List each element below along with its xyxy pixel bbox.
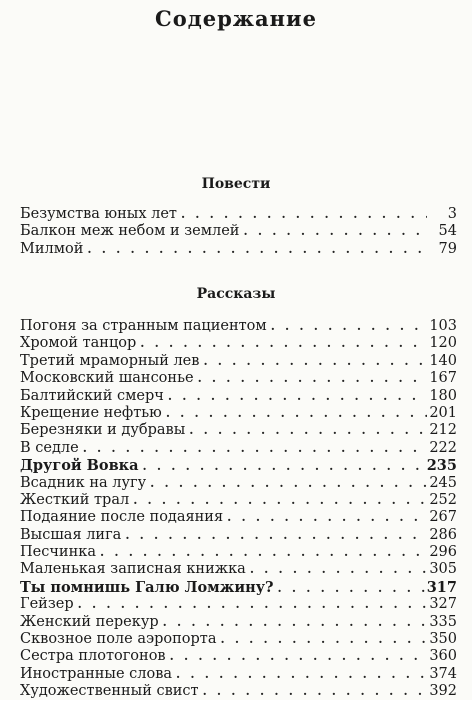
toc-entry xyxy=(20,492,457,509)
toc-entry-page: 296 xyxy=(429,544,457,561)
toc-entry-title: Безумства юных лет xyxy=(20,206,177,222)
toc-entry-title: Другой Вовка xyxy=(20,457,139,475)
toc-entry-page: 374 xyxy=(429,665,457,682)
toc-entry-title: Московский шансонье xyxy=(20,370,194,387)
toc-entry xyxy=(20,579,457,596)
dot-leader xyxy=(271,318,427,335)
toc-entry-page: 167 xyxy=(429,370,457,387)
toc-entry-page: 79 xyxy=(438,240,457,257)
dot-leader xyxy=(243,223,427,240)
toc-entry-page: 392 xyxy=(429,683,457,700)
dot-leader xyxy=(220,631,427,648)
toc-entry-page: 245 xyxy=(429,474,457,491)
toc-entry-page: 54 xyxy=(438,223,457,240)
toc-entry-title: Милмой xyxy=(20,240,84,257)
toc-entry-page: 180 xyxy=(429,387,457,404)
toc-entry xyxy=(20,614,457,631)
dot-leader xyxy=(198,370,427,387)
toc-entry-title: Ты помнишь Галю Ломжину? xyxy=(20,578,274,596)
toc-entry-title: Погоня за странным пациентом xyxy=(20,318,267,334)
dot-leader xyxy=(189,422,427,439)
page-title: Содержание xyxy=(155,6,317,31)
toc-entry-page: 120 xyxy=(429,335,457,352)
toc-entry xyxy=(20,631,457,648)
dot-leader xyxy=(163,614,427,631)
section-heading-povesti: Повести xyxy=(201,176,271,192)
toc-entry-page: 350 xyxy=(429,631,457,648)
dot-leader xyxy=(100,544,427,561)
dot-leader xyxy=(227,509,427,526)
dot-leader xyxy=(168,388,427,405)
toc-entry-page: 317 xyxy=(426,578,457,596)
toc-entry xyxy=(20,561,457,578)
toc-entry-title: Женский перекур xyxy=(20,613,159,630)
dot-leader xyxy=(250,561,427,578)
toc-entry-title: Высшая лига xyxy=(20,526,122,543)
toc-entry xyxy=(20,241,457,258)
toc-entry xyxy=(20,527,457,544)
toc-entry xyxy=(20,596,457,613)
toc-list-povesti xyxy=(20,206,457,258)
toc-entry xyxy=(20,666,457,683)
toc-entry-page: 140 xyxy=(429,352,457,369)
toc-entry-title: Маленькая записная книжка xyxy=(20,561,246,578)
toc-entry-page: 286 xyxy=(429,526,457,543)
toc-entry-title: Крещение нефтью xyxy=(20,404,162,421)
dot-leader xyxy=(125,527,427,544)
toc-entry xyxy=(20,440,457,457)
dot-leader xyxy=(143,458,425,475)
toc-entry xyxy=(20,353,457,370)
dot-leader xyxy=(150,475,427,492)
toc-entry xyxy=(20,370,457,387)
toc-entry-page: 267 xyxy=(429,509,457,526)
dot-leader xyxy=(166,405,427,422)
toc-entry xyxy=(20,422,457,439)
dot-leader xyxy=(170,648,427,665)
toc-entry-page: 335 xyxy=(429,613,457,630)
toc-entry-page: 201 xyxy=(429,404,457,421)
dot-leader xyxy=(83,440,427,457)
toc-entry xyxy=(20,509,457,526)
toc-entry-title: Хромой танцор xyxy=(20,335,137,352)
dot-leader xyxy=(87,241,427,258)
toc-entry xyxy=(20,223,457,240)
toc-entry xyxy=(20,683,457,700)
toc-entry xyxy=(20,405,457,422)
toc-entry xyxy=(20,475,457,492)
toc-entry-title: Иностранные слова xyxy=(20,665,173,682)
toc-entry xyxy=(20,457,457,474)
dot-leader xyxy=(203,683,427,700)
toc-entry-title: Жесткий трал xyxy=(20,491,130,508)
toc-entry-page: 103 xyxy=(429,318,457,334)
toc-entry-title: Художественный свист xyxy=(20,683,199,700)
toc-entry-title: Сквозное поле аэропорта xyxy=(20,631,217,648)
toc-entry-page: 360 xyxy=(429,648,457,665)
toc-entry-page: 235 xyxy=(426,457,457,475)
toc-entry-title: Подаяние после подаяния xyxy=(20,509,224,526)
toc-entry-page: 327 xyxy=(429,596,457,613)
toc-entry-title: Гейзер xyxy=(20,596,74,613)
toc-entry-page: 212 xyxy=(429,422,457,439)
toc-entry-page: 252 xyxy=(429,491,457,508)
dot-leader xyxy=(278,580,425,597)
toc-entry xyxy=(20,544,457,561)
toc-entry xyxy=(20,388,457,405)
toc-entry-page: 222 xyxy=(429,439,457,456)
toc-entry xyxy=(20,206,457,223)
toc-entry-page: 305 xyxy=(429,561,457,578)
section-heading-rasskazy: Рассказы xyxy=(196,286,276,302)
toc-entry xyxy=(20,335,457,352)
toc-entry-title: Балкон меж небом и землей xyxy=(20,223,240,240)
toc-entry xyxy=(20,648,457,665)
toc-entry-title: Третий мраморный лев xyxy=(20,352,200,369)
dot-leader xyxy=(140,335,427,352)
dot-leader xyxy=(203,353,427,370)
dot-leader xyxy=(133,492,427,509)
toc-entry-title: В седле xyxy=(20,439,79,456)
toc-entry-title: Балтийский смерч xyxy=(20,387,164,404)
toc-entry-title: Сестра плотогонов xyxy=(20,648,166,665)
toc-entry-title: Песчинка xyxy=(20,544,96,561)
toc-entry-title: Всадник на лугу xyxy=(20,474,147,491)
toc-entry-page: 3 xyxy=(447,206,457,222)
toc-entry-title: Березняки и дубравы xyxy=(20,422,186,439)
toc-list-rasskazy xyxy=(20,318,457,701)
dot-leader xyxy=(176,666,427,683)
dot-leader xyxy=(181,206,427,223)
dot-leader xyxy=(78,596,427,613)
toc-entry xyxy=(20,318,457,335)
